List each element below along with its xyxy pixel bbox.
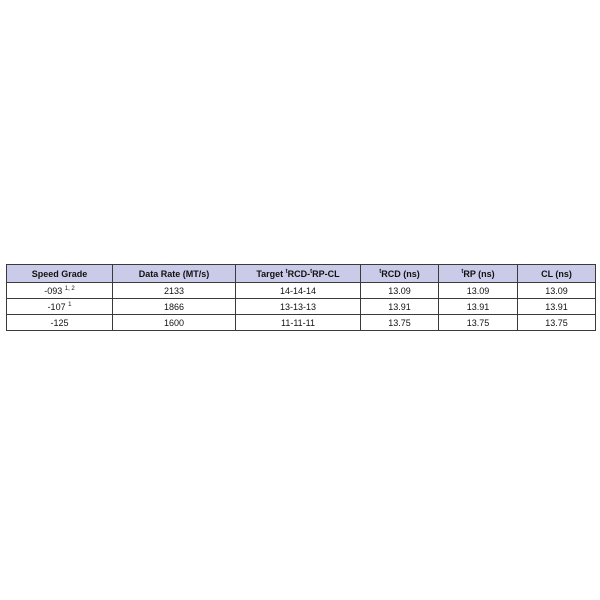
header-trcd bbox=[361, 265, 439, 283]
cell-trp: 13.91 bbox=[439, 299, 518, 315]
header-t-superscript: t bbox=[379, 268, 382, 275]
header-trp bbox=[439, 265, 518, 283]
header-row bbox=[7, 265, 596, 283]
cell-trcd: 13.75 bbox=[361, 315, 439, 331]
cell-trp: 13.09 bbox=[439, 283, 518, 299]
speed-grade-value: -107 bbox=[47, 301, 66, 312]
header-cl: CL (ns) bbox=[518, 265, 596, 283]
cell-data-rate: 2133 bbox=[113, 283, 236, 299]
header-data-rate: Data Rate (MT/s) bbox=[113, 265, 236, 283]
header-t-superscript: t bbox=[461, 268, 464, 275]
speed-grade-table bbox=[6, 264, 596, 331]
footnote-ref: 1 bbox=[68, 301, 72, 308]
header-trcd-label: RCD (ns) bbox=[381, 268, 420, 279]
cell-data-rate: 1866 bbox=[113, 299, 236, 315]
cell-cl: 13.75 bbox=[518, 315, 596, 331]
table-row bbox=[7, 299, 596, 315]
cell-data-rate: 1600 bbox=[113, 315, 236, 331]
cell-speed-grade bbox=[7, 283, 113, 299]
footnote-ref: 1, 2 bbox=[64, 285, 75, 292]
table-body bbox=[7, 283, 596, 331]
speed-grade-value: -093 bbox=[44, 285, 63, 296]
cell-target: 14-14-14 bbox=[236, 283, 361, 299]
header-t-superscript: t bbox=[310, 268, 313, 275]
cell-trp: 13.75 bbox=[439, 315, 518, 331]
cell-speed-grade bbox=[7, 315, 113, 331]
cell-speed-grade bbox=[7, 299, 113, 315]
table-header bbox=[7, 265, 596, 283]
cell-trcd: 13.91 bbox=[361, 299, 439, 315]
header-t-superscript: t bbox=[285, 268, 288, 275]
header-target-prefix: Target bbox=[256, 268, 286, 279]
header-rcd-dash: RCD- bbox=[287, 268, 311, 279]
table-row bbox=[7, 283, 596, 299]
cell-cl: 13.91 bbox=[518, 299, 596, 315]
table-row bbox=[7, 315, 596, 331]
header-speed-grade: Speed Grade bbox=[7, 265, 113, 283]
cell-target: 13-13-13 bbox=[236, 299, 361, 315]
cell-trcd: 13.09 bbox=[361, 283, 439, 299]
header-trp-label: RP (ns) bbox=[463, 268, 495, 279]
header-rp-cl: RP-CL bbox=[312, 268, 340, 279]
header-target-timing bbox=[236, 265, 361, 283]
speed-grade-value: -125 bbox=[50, 317, 69, 328]
cell-cl: 13.09 bbox=[518, 283, 596, 299]
cell-target: 11-11-11 bbox=[236, 315, 361, 331]
